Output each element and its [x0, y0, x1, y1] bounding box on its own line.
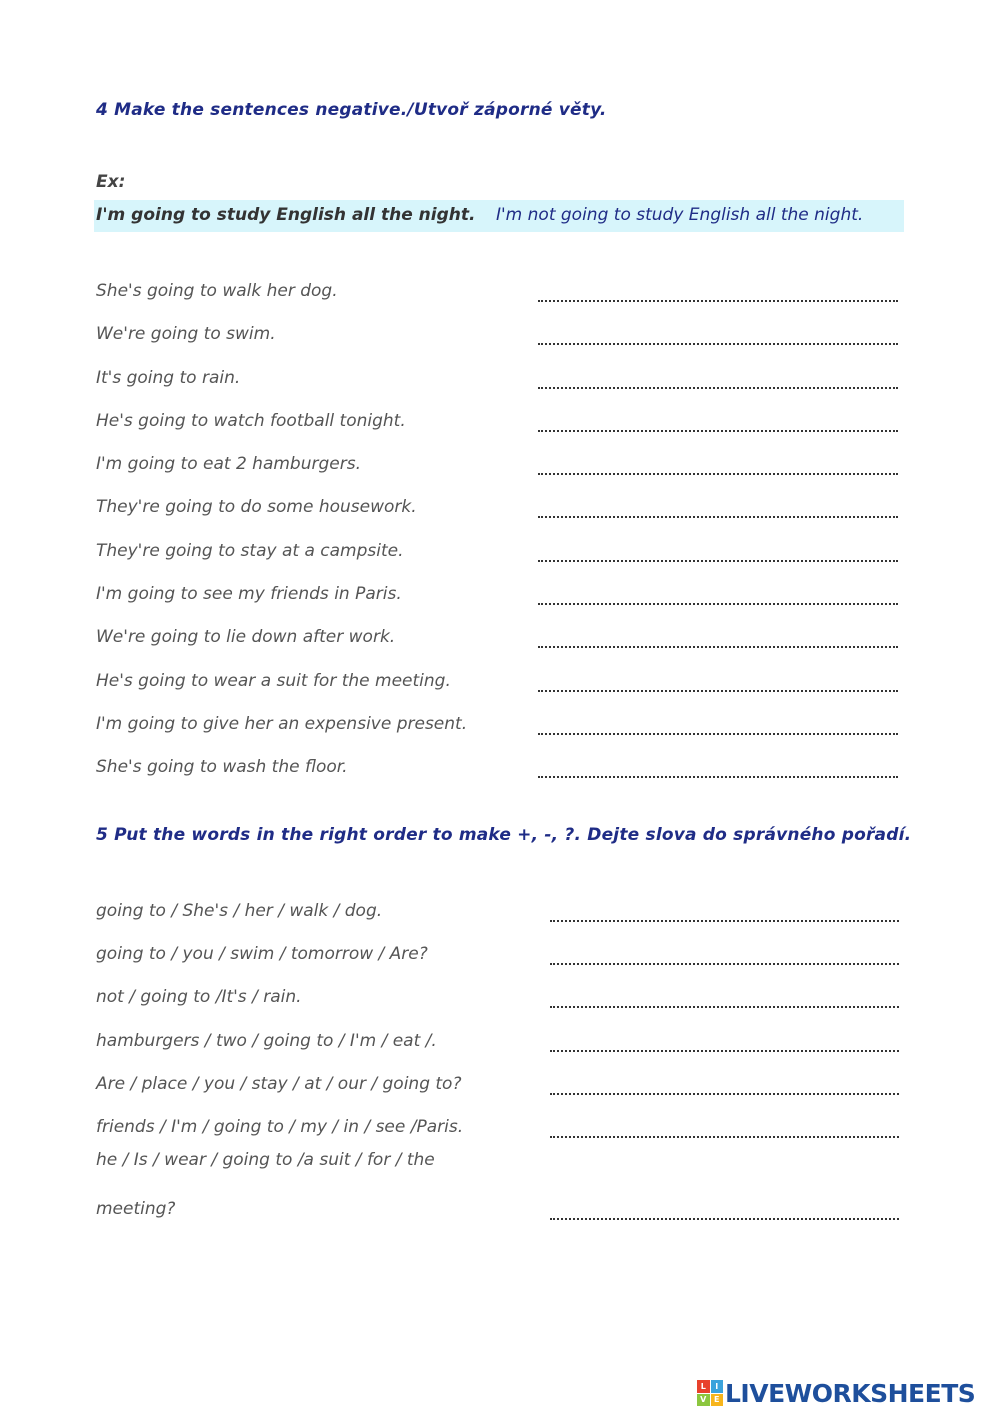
negative-answer-3[interactable] — [538, 367, 898, 389]
negative-sentence-10: He's going to wear a suit for the meeting. — [96, 671, 451, 691]
word-order-answer-3[interactable] — [550, 986, 899, 1008]
logo-cube-letter: L — [697, 1380, 710, 1393]
negative-sentence-3: It's going to rain. — [96, 368, 241, 388]
word-order-item-5: Are / place / you / stay / at / our / going to? — [96, 1074, 462, 1094]
negative-answer-7[interactable] — [538, 540, 898, 562]
example-sentence: I'm going to study English all the night. — [96, 205, 476, 225]
negative-sentence-7: They're going to stay at a campsite. — [96, 541, 404, 561]
negative-sentence-6: They're going to do some housework. — [96, 497, 417, 517]
word-order-item-3: not / going to /It's / rain. — [96, 987, 302, 1007]
negative-answer-10[interactable] — [538, 670, 898, 692]
example-label: Ex: — [96, 172, 126, 192]
word-order-answer-5[interactable] — [550, 1073, 899, 1095]
word-order-answer-2[interactable] — [550, 943, 899, 965]
negative-answer-12[interactable] — [538, 756, 898, 778]
negative-sentence-12: She's going to wash the floor. — [96, 757, 348, 777]
negative-sentence-9: We're going to lie down after work. — [96, 627, 396, 647]
logo-cube-letter: I — [711, 1380, 724, 1393]
logo-cube-letter: V — [697, 1394, 710, 1407]
negative-sentence-1: She's going to walk her dog. — [96, 281, 338, 301]
negative-sentence-8: I'm going to see my friends in Paris. — [96, 584, 402, 604]
negative-sentence-5: I'm going to eat 2 hamburgers. — [96, 454, 361, 474]
word-order-item-2: going to / you / swim / tomorrow / Are? — [96, 944, 428, 964]
negative-answer-8[interactable] — [538, 583, 898, 605]
negative-answer-4[interactable] — [538, 410, 898, 432]
word-order-answer-1[interactable] — [550, 900, 899, 922]
negative-answer-9[interactable] — [538, 626, 898, 648]
negative-answer-11[interactable] — [538, 713, 898, 735]
negative-answer-2[interactable] — [538, 323, 898, 345]
word-order-answer-4[interactable] — [550, 1030, 899, 1052]
negative-sentence-4: He's going to watch football tonight. — [96, 411, 406, 431]
logo-cube-letter: E — [711, 1394, 724, 1407]
negative-answer-6[interactable] — [538, 496, 898, 518]
negative-sentence-2: We're going to swim. — [96, 324, 276, 344]
example-answer: I'm not going to study English all the night. — [496, 205, 864, 225]
liveworksheets-logo[interactable] — [697, 1376, 975, 1410]
word-order-answer-6[interactable] — [550, 1116, 899, 1138]
word-order-item-4: hamburgers / two / going to / I'm / eat /. — [96, 1031, 437, 1051]
section-4-heading: 4 Make the sentences negative./Utvoř záporné věty. — [96, 100, 607, 120]
section-5-heading: 5 Put the words in the right order to make +, -, ?. Dejte slova do správného pořadí. — [96, 825, 912, 845]
logo-cube-icon — [697, 1380, 723, 1406]
word-order-item-1: going to / She's / her / walk / dog. — [96, 901, 383, 921]
word-order-item-7-line-1: he / Is / wear / going to /a suit / for / the — [96, 1150, 435, 1170]
word-order-item-7-line-2: meeting? — [96, 1199, 176, 1219]
word-order-answer-7[interactable] — [550, 1198, 899, 1220]
negative-sentence-11: I'm going to give her an expensive present. — [96, 714, 468, 734]
negative-answer-5[interactable] — [538, 453, 898, 475]
logo-text: LIVEWORKSHEETS — [725, 1378, 976, 1408]
negative-answer-1[interactable] — [538, 280, 898, 302]
word-order-item-6: friends / I'm / going to / my / in / see /Paris. — [96, 1117, 464, 1137]
